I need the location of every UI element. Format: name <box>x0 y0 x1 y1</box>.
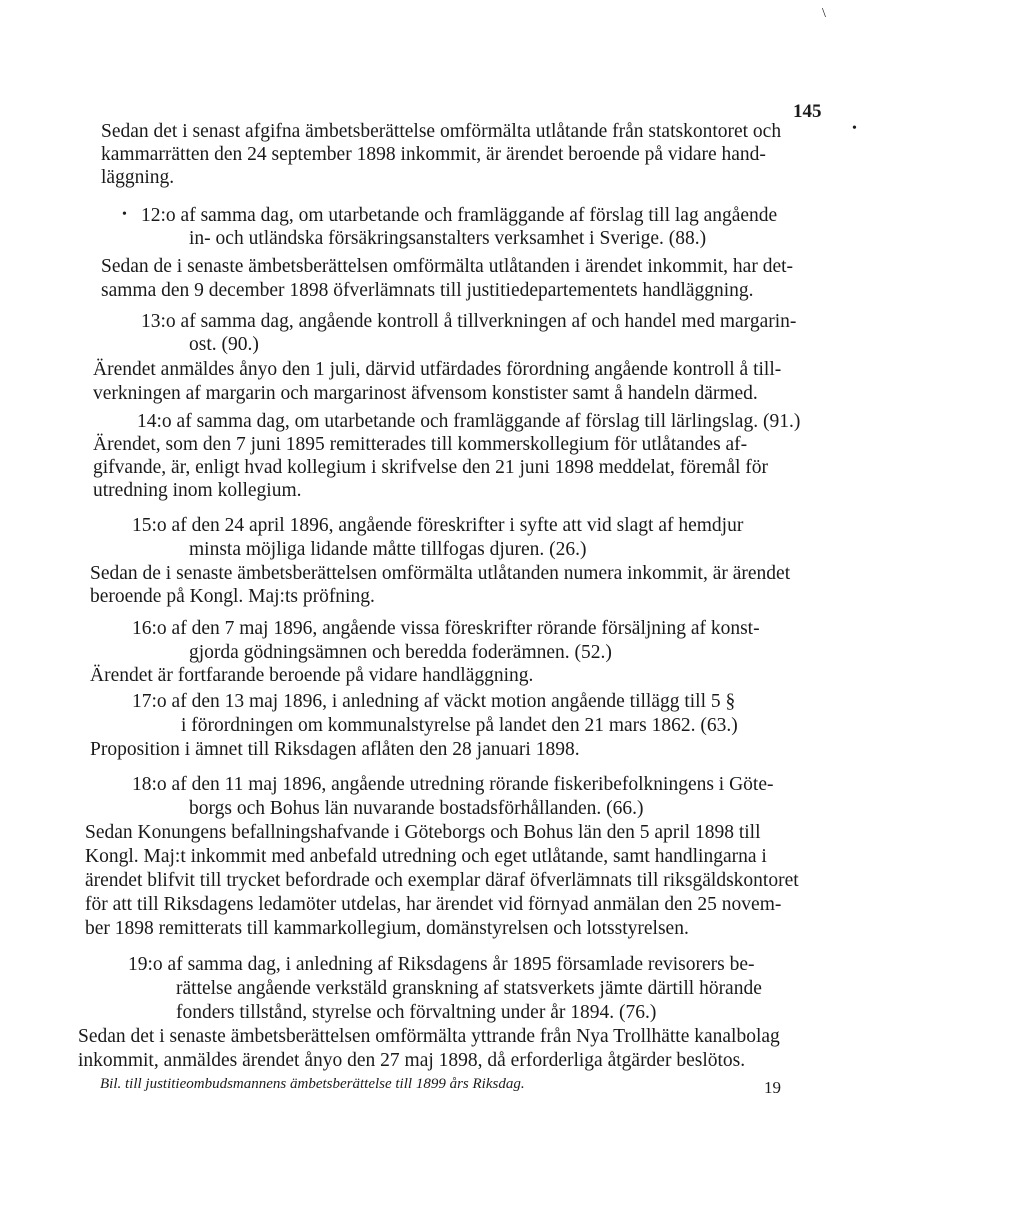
text-line: kammarrätten den 24 september 1898 inkommit, är ärendet beroende på vidare hand- <box>101 144 766 165</box>
text-line: Kongl. Maj:t inkommit med anbefald utredning och eget utlåtande, samt handlingarna i <box>85 846 767 867</box>
item-heading: 18:o af den 11 maj 1896, angående utredning rörande fiskeribefolkningens i Göte- <box>132 774 774 795</box>
item-heading: ost. (90.) <box>189 334 259 355</box>
item-heading: borgs och Bohus län nuvarande bostadsförhållanden. (66.) <box>189 798 644 819</box>
text-line: ber 1898 remitterats till kammarkollegium, domänstyrelsen och lotsstyrelsen. <box>85 918 689 939</box>
text-line: ärendet blifvit till trycket befordrade och exemplar däraf öfverlämnats till riksgäldskontoret <box>85 870 799 891</box>
footer-note: Bil. till justitieombudsmannens ämbetsberättelse till 1899 års Riksdag. <box>100 1076 525 1092</box>
stray-dot: • <box>852 121 857 136</box>
item-heading: in- och utländska försäkringsanstalters verksamhet i Sverige. (88.) <box>189 228 707 249</box>
text-line: utredning inom kollegium. <box>93 480 302 501</box>
text-line: Ärendet är fortfarande beroende på vidare handläggning. <box>90 665 534 686</box>
item-heading: 13:o af samma dag, angående kontroll å tillverkningen af och handel med margarin- <box>141 311 797 332</box>
item-heading: 15:o af den 24 april 1896, angående föreskrifter i syfte att vid slagt af hemdjur <box>132 515 744 536</box>
text-line: Sedan de i senaste ämbetsberättelsen omförmälta utlåtanden numera inkommit, är ärendet <box>90 563 791 584</box>
text-line: beroende på Kongl. Maj:ts pröfning. <box>90 586 375 607</box>
item-heading: gjorda gödningsämnen och beredda foderämnen. (52.) <box>189 642 612 663</box>
text-line: Sedan de i senaste ämbetsberättelsen omförmälta utlåtanden i ärendet inkommit, har det- <box>101 256 794 277</box>
item-heading: i förordningen om kommunalstyrelse på landet den 21 mars 1862. (63.) <box>181 715 738 736</box>
item-heading: fonders tillstånd, styrelse och förvaltning under år 1894. (76.) <box>176 1002 657 1023</box>
text-line: verkningen af margarin och margarinost äfvensom konstister samt å handeln därmed. <box>93 383 758 404</box>
text-line: Sedan det i senaste ämbetsberättelsen omförmälta yttrande från Nya Trollhätte kanalbolag <box>78 1026 780 1047</box>
page-number: 145 <box>793 101 822 122</box>
text-line: gifvande, är, enligt hvad kollegium i skrifvelse den 21 juni 1898 meddelat, föremål för <box>93 457 769 478</box>
item-heading: rättelse angående verkstäld granskning af statsverkets jämte därtill hörande <box>176 978 762 999</box>
signature-mark: 19 <box>764 1078 781 1097</box>
item-heading: 14:o af samma dag, om utarbetande och framläggande af förslag till lärlingslag. (91.) <box>137 411 801 432</box>
text-line: Proposition i ämnet till Riksdagen aflåten den 28 januari 1898. <box>90 739 580 760</box>
item-heading: 12:o af samma dag, om utarbetande och framläggande af förslag till lag angående <box>141 205 778 226</box>
text-line: läggning. <box>101 167 175 188</box>
stray-mark: \ <box>822 6 826 21</box>
text-line: samma den 9 december 1898 öfverlämnats till justitiedepartementets handläggning. <box>101 280 754 301</box>
stray-bullet: • <box>122 207 127 222</box>
text-line: Ärendet anmäldes ånyo den 1 juli, därvid utfärdades förordning angående kontroll å till- <box>93 359 782 380</box>
text-line: inkommit, anmäldes ärendet ånyo den 27 maj 1898, då erforderliga åtgärder beslötos. <box>78 1050 746 1071</box>
item-heading: 16:o af den 7 maj 1896, angående vissa föreskrifter rörande försäljning af konst- <box>132 618 760 639</box>
text-line: Sedan Konungens befallningshafvande i Göteborgs och Bohus län den 5 april 1898 till <box>85 822 761 843</box>
text-line: Sedan det i senast afgifna ämbetsberättelse omförmälta utlåtande från statskontoret och <box>101 121 782 142</box>
item-heading: 19:o af samma dag, i anledning af Riksdagens år 1895 församlade revisorers be- <box>128 954 755 975</box>
text-line: Ärendet, som den 7 juni 1895 remitterades till kommerskollegium för utlåtandes af- <box>93 434 748 455</box>
text-line: för att till Riksdagens ledamöter utdelas, har ärendet vid förnyad anmälan den 25 novem- <box>85 894 782 915</box>
item-heading: minsta möjliga lidande måtte tillfogas djuren. (26.) <box>189 539 587 560</box>
item-heading: 17:o af den 13 maj 1896, i anledning af väckt motion angående tillägg till 5 § <box>132 691 736 712</box>
